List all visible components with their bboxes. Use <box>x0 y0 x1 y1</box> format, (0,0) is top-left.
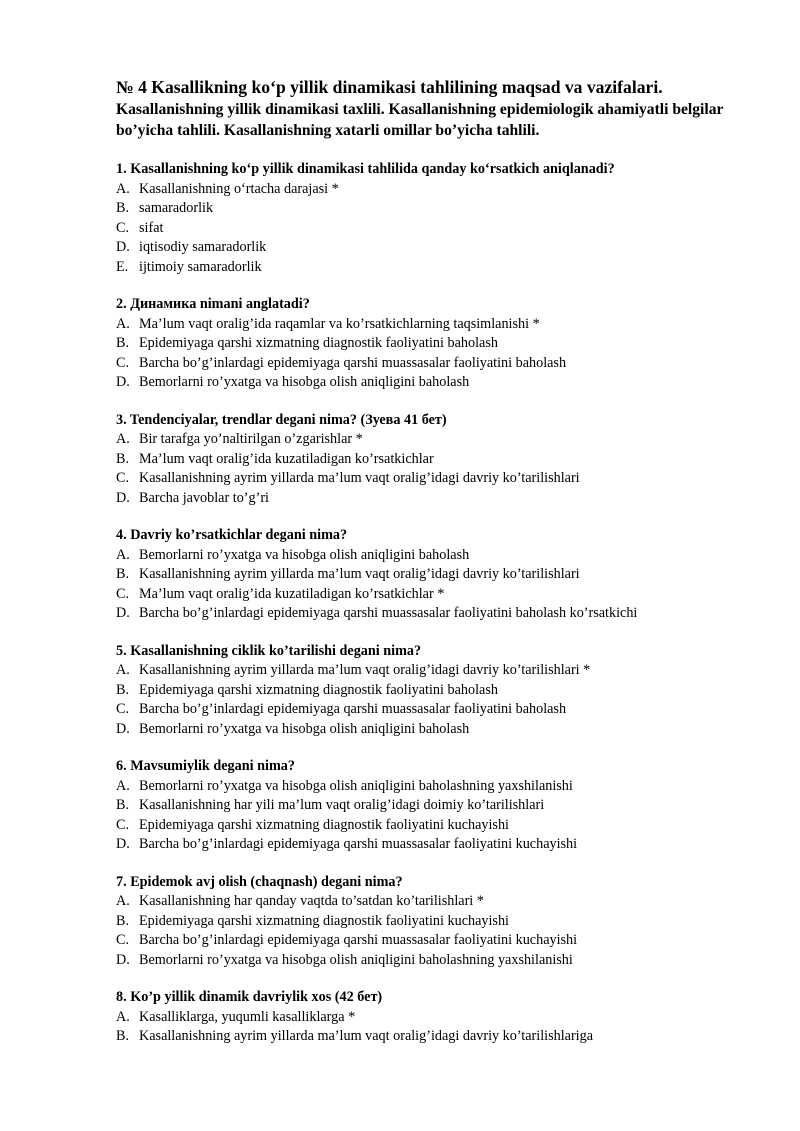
answer-option <box>116 585 756 605</box>
option-text: iqtisodiy samaradorlik <box>139 239 267 255</box>
option-text: Kasallanishning ayrim yillarda ma’lum vaqt oralig’idagi davriy ko’tarilishlari <box>139 566 580 582</box>
question-title: 7. Epidemok avj olish (chaqnash) degani nima? <box>116 873 403 890</box>
question-block <box>116 295 756 393</box>
option-text: Epidemiyaga qarshi xizmatning diagnostik faoliyatini baholash <box>139 681 498 698</box>
option-letter: A. <box>116 315 130 332</box>
answer-option <box>116 373 756 393</box>
option-letter: B. <box>116 335 130 351</box>
question-title: 8. Ko’p yillik dinamik davriylik xos (42 бет) <box>116 989 383 1005</box>
option-letter: D. <box>116 836 130 852</box>
option-letter: C. <box>116 354 130 371</box>
option-text: Barcha bo’g’inlardagi epidemiyaga qarshi muassasalar faoliyatini baholash ko’rsatkichi <box>139 605 638 621</box>
option-text: Epidemiyaga qarshi xizmatning diagnostik faoliyatini kuchayishi <box>139 816 509 833</box>
option-letter: A. <box>116 180 130 197</box>
question-title: 2. Динамика nimani anglatadi? <box>116 296 310 312</box>
option-text: Bemorlarni ro’yxatga va hisobga olish aniqligini baholash <box>139 720 470 737</box>
option-text: Bemorlarni ro’yxatga va hisobga olish aniqligini baholashning yaxshilanishi <box>139 777 573 794</box>
option-text: Ma’lum vaqt oralig’ida raqamlar va ko’rsatkichlarning taqsimlanishi * <box>139 315 540 332</box>
option-letter: B. <box>116 450 130 467</box>
answer-option <box>116 315 756 335</box>
answer-option <box>116 469 756 489</box>
answer-option <box>116 258 756 278</box>
option-text: Barcha bo’g’inlardagi epidemiyaga qarshi muassasalar faoliyatini kuchayishi <box>139 836 578 852</box>
answer-option <box>116 354 756 374</box>
option-letter: D. <box>116 374 130 390</box>
question-block <box>116 757 756 855</box>
option-letter: D. <box>116 720 130 737</box>
option-letter: C. <box>116 219 130 236</box>
option-text: Kasallanishning ayrim yillarda ma’lum vaqt oralig’idagi davriy ko’tarilishlari * <box>139 662 591 678</box>
answer-option <box>116 951 756 971</box>
option-text: Kasallanishning ayrim yillarda ma’lum vaqt oralig’idagi davriy ko’tarilishlariga <box>139 1028 594 1044</box>
option-text: Kasallanishning ayrim yillarda ma’lum vaqt oralig’idagi davriy ko’tarilishlari <box>139 470 580 486</box>
option-letter: A. <box>116 546 130 563</box>
question-block <box>116 642 756 740</box>
option-letter: D. <box>116 489 130 506</box>
question-list <box>116 160 756 1047</box>
document-page <box>116 76 756 1047</box>
answer-option <box>116 661 756 681</box>
option-text: Bir tarafga yo’naltirilgan o’zgarishlar * <box>139 431 363 447</box>
option-text: Kasalliklarga, yuqumli kasalliklarga * <box>139 1008 356 1025</box>
answer-option <box>116 199 756 219</box>
answer-option <box>116 835 756 855</box>
option-text: samaradorlik <box>139 200 214 216</box>
answer-option <box>116 931 756 951</box>
option-letter: B. <box>116 566 130 582</box>
option-letter: C. <box>116 701 130 717</box>
option-text: Barcha javoblar to’g’ri <box>139 489 269 506</box>
option-text: Kasallanishning har yili ma’lum vaqt oralig’idagi doimiy ko’tarilishlari <box>139 797 545 813</box>
answer-option <box>116 565 756 585</box>
answer-option <box>116 1008 756 1028</box>
option-letter: B. <box>116 912 130 929</box>
option-text: Ma’lum vaqt oralig’ida kuzatiladigan ko’rsatkichlar <box>139 450 434 467</box>
option-letter: B. <box>116 1028 130 1044</box>
answer-option <box>116 700 756 720</box>
option-text: sifat <box>139 219 164 236</box>
option-letter: C. <box>116 470 130 486</box>
answer-option <box>116 912 756 932</box>
option-letter: B. <box>116 681 130 698</box>
answer-option <box>116 1027 756 1047</box>
option-letter: D. <box>116 605 130 621</box>
option-text: Barcha bo’g’inlardagi epidemiyaga qarshi muassasalar faoliyatini baholash <box>139 354 567 371</box>
question-title: 1. Kasallanishning ko‘p yillik dinamikasi tahlilida qanday ko‘rsatkich aniqlanadi? <box>116 161 615 177</box>
option-text: Bemorlarni ro’yxatga va hisobga olish aniqligini baholash <box>139 374 470 390</box>
option-letter: A. <box>116 1008 130 1025</box>
option-text: Bemorlarni ro’yxatga va hisobga olish aniqligini baholashning yaxshilanishi <box>139 951 573 968</box>
option-letter: C. <box>116 816 130 833</box>
question-title: 3. Tendenciyalar, trendlar degani nima? (Зуева 41 бет) <box>116 411 447 428</box>
document-title: № 4 Kasallikning ko‘p yillik dinamikasi tahlilining maqsad va vazifalari. <box>116 77 663 97</box>
answer-option <box>116 238 756 258</box>
answer-option <box>116 681 756 701</box>
question-block <box>116 988 756 1047</box>
answer-option <box>116 892 756 912</box>
option-text: Kasallanishning har qanday vaqtda to’satdan ko’tarilishlari * <box>139 893 484 909</box>
answer-option <box>116 546 756 566</box>
answer-option <box>116 604 756 624</box>
option-letter: E. <box>116 258 129 275</box>
option-text: Barcha bo’g’inlardagi epidemiyaga qarshi muassasalar faoliyatini baholash <box>139 701 567 717</box>
document-subtitle: Kasallanishning yillik dinamikasi taxlili. Kasallanishning epidemiologik ahamiyatli belgilar bo’yicha tahlili. Kasallanishning xatarli omillar bo’yicha tahlili. <box>116 101 724 139</box>
question-title: 6. Mavsumiylik degani nima? <box>116 758 295 774</box>
option-text: Epidemiyaga qarshi xizmatning diagnostik faoliyatini kuchayishi <box>139 912 509 929</box>
answer-option <box>116 180 756 200</box>
option-letter: C. <box>116 585 130 602</box>
question-title: 5. Kasallanishning ciklik ko’tarilishi degani nima? <box>116 642 422 659</box>
option-letter: D. <box>116 951 130 968</box>
question-block <box>116 411 756 509</box>
option-text: Bemorlarni ro’yxatga va hisobga olish aniqligini baholash <box>139 546 470 563</box>
option-letter: B. <box>116 200 130 216</box>
answer-option <box>116 219 756 239</box>
question-block <box>116 160 756 277</box>
option-letter: C. <box>116 932 130 948</box>
option-text: Barcha bo’g’inlardagi epidemiyaga qarshi muassasalar faoliyatini kuchayishi <box>139 932 578 948</box>
option-letter: A. <box>116 893 130 909</box>
answer-option <box>116 334 756 354</box>
option-letter: A. <box>116 662 130 678</box>
answer-option <box>116 489 756 509</box>
option-letter: A. <box>116 431 130 447</box>
option-text: Epidemiyaga qarshi xizmatning diagnostik faoliyatini baholash <box>139 335 498 351</box>
answer-option <box>116 450 756 470</box>
option-text: ijtimoiy samaradorlik <box>139 258 262 275</box>
answer-option <box>116 720 756 740</box>
option-letter: A. <box>116 777 130 794</box>
option-text: Kasallanishning o‘rtacha darajasi * <box>139 180 339 197</box>
option-text: Ma’lum vaqt oralig’ida kuzatiladigan ko’rsatkichlar * <box>139 585 445 602</box>
option-letter: D. <box>116 239 130 255</box>
answer-option <box>116 816 756 836</box>
option-letter: B. <box>116 797 130 813</box>
question-block <box>116 526 756 624</box>
question-title: 4. Davriy ko’rsatkichlar degani nima? <box>116 527 348 543</box>
answer-option <box>116 777 756 797</box>
question-block <box>116 873 756 971</box>
answer-option <box>116 430 756 450</box>
answer-option <box>116 796 756 816</box>
